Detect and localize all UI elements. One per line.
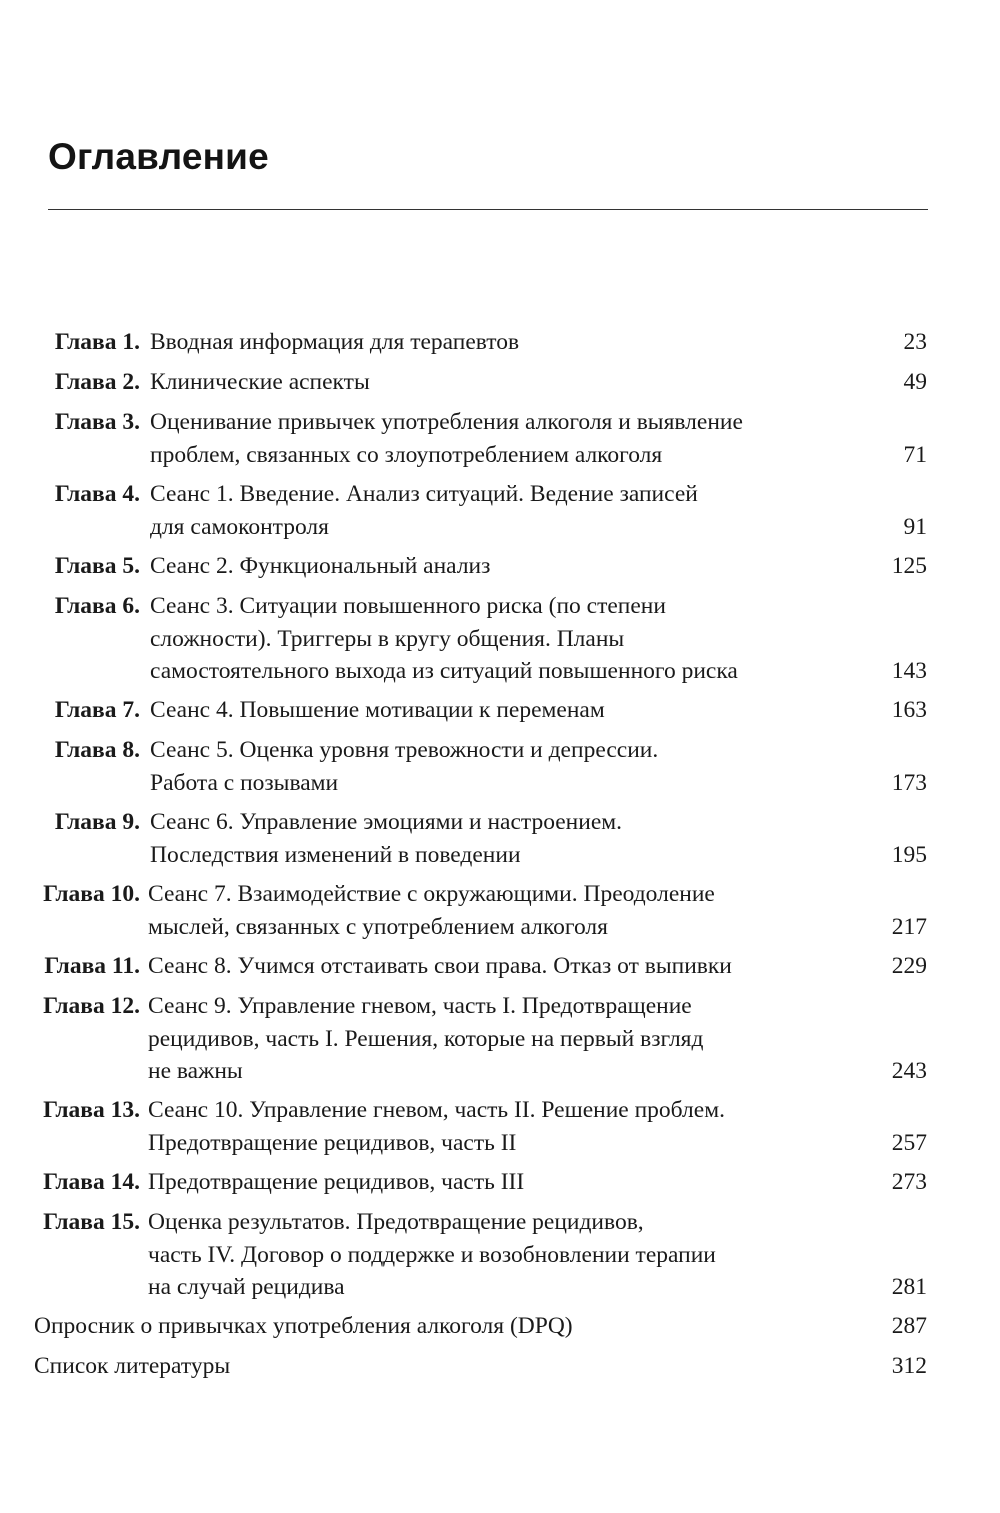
chapter-label: Глава 12. (43, 993, 140, 1019)
page-number: 125 (891, 553, 927, 579)
chapter-label: Глава 14. (43, 1169, 140, 1195)
chapter-title: Сеанс 4. Повышение мотивации к переменам (150, 697, 605, 723)
chapter-title: Оценивание привычек употребления алкоголя и выявление проблем, связанных со злоупотреблением алкоголя (150, 409, 743, 468)
page-number: 71 (903, 441, 927, 468)
page-number: 312 (891, 1353, 927, 1379)
toc-entry-chapter-10[interactable] (0, 878, 1000, 943)
chapter-label: Глава 9. (54, 809, 140, 835)
page-number: 91 (903, 513, 927, 540)
toc-entry-questionnaire[interactable] (0, 1310, 1000, 1343)
chapter-label: Глава 5. (54, 553, 140, 579)
page-number: 173 (891, 769, 927, 796)
chapter-label: Глава 3. (54, 409, 140, 435)
chapter-label: Глава 10. (43, 881, 140, 907)
toc-entry-chapter-8[interactable] (0, 734, 1000, 799)
page-number: 143 (891, 658, 927, 684)
chapter-title: Оценка результатов. Предотвращение рецидивов, часть IV. Договор о поддержке и возобновлении терапии на случай рецидива (148, 1209, 716, 1300)
chapter-title: Клинические аспекты (150, 369, 370, 395)
page-number: 23 (903, 329, 927, 355)
chapter-title: Сеанс 1. Введение. Анализ ситуаций. Ведение записей для самоконтроля (150, 481, 698, 540)
toc-entry-chapter-2[interactable] (0, 366, 1000, 399)
page-number: 257 (891, 1129, 927, 1156)
toc-entry-chapter-6[interactable] (0, 590, 1000, 688)
toc-entry-chapter-9[interactable] (0, 806, 1000, 871)
page-number: 195 (891, 841, 927, 868)
chapter-title: Сеанс 2. Функциональный анализ (150, 553, 491, 579)
chapter-label: Глава 2. (54, 369, 140, 395)
toc-entry-chapter-15[interactable] (0, 1206, 1000, 1304)
chapter-label: Глава 15. (43, 1209, 140, 1235)
page-number: 217 (891, 913, 927, 940)
chapter-label: Глава 11. (44, 953, 140, 979)
chapter-label: Глава 6. (54, 593, 140, 619)
chapter-label: Глава 7. (54, 697, 140, 723)
toc-entry-chapter-13[interactable] (0, 1094, 1000, 1159)
page-title: Оглавление (48, 136, 269, 177)
page-number: 229 (891, 953, 927, 979)
page-number: 49 (903, 369, 927, 395)
toc-entry-chapter-1[interactable] (0, 326, 1000, 359)
toc-entry-references[interactable] (0, 1350, 1000, 1383)
toc-entry-chapter-5[interactable] (0, 550, 1000, 583)
appendix-title: Опросник о привычках употребления алкоголя (DPQ) (34, 1313, 573, 1339)
toc-entry-chapter-4[interactable] (0, 478, 1000, 543)
chapter-title: Вводная информация для терапевтов (150, 329, 520, 355)
page-number: 243 (891, 1058, 927, 1084)
toc-entry-chapter-14[interactable] (0, 1166, 1000, 1199)
chapter-title: Сеанс 5. Оценка уровня тревожности и депрессии. Работа с позывами (150, 737, 659, 796)
chapter-title: Сеанс 9. Управление гневом, часть I. Предотвращение рецидивов, часть I. Решения, которые на первый взгляд не важны (148, 993, 704, 1084)
toc-entry-chapter-7[interactable] (0, 694, 1000, 727)
toc-entry-chapter-3[interactable] (0, 406, 1000, 471)
chapter-label: Глава 4. (54, 481, 140, 507)
chapter-title: Предотвращение рецидивов, часть III (148, 1169, 525, 1195)
toc-entry-chapter-12[interactable] (0, 990, 1000, 1088)
chapter-label: Глава 8. (54, 737, 140, 763)
toc-entry-chapter-11[interactable] (0, 950, 1000, 983)
chapter-title: Сеанс 7. Взаимодействие с окружающими. Преодоление мыслей, связанных с употреблением алкоголя (148, 881, 715, 940)
chapter-title: Сеанс 3. Ситуации повышенного риска (по степени сложности). Триггеры в кругу общения. Планы самостоятельного выхода из ситуаций повышенного риска (150, 593, 738, 684)
page-number: 281 (891, 1274, 927, 1300)
chapter-title: Сеанс 8. Учимся отстаивать свои права. Отказ от выпивки (148, 953, 732, 979)
chapter-label: Глава 13. (43, 1097, 140, 1123)
chapter-title: Сеанс 6. Управление эмоциями и настроением. Последствия изменений в поведении (150, 809, 622, 868)
page-number: 287 (891, 1313, 927, 1339)
appendix-title: Список литературы (34, 1353, 231, 1379)
title-divider (48, 209, 928, 210)
page-number: 163 (891, 697, 927, 723)
page-number: 273 (891, 1169, 927, 1195)
chapter-title: Сеанс 10. Управление гневом, часть II. Решение проблем. Предотвращение рецидивов, часть II (148, 1097, 725, 1156)
chapter-label: Глава 1. (54, 329, 140, 355)
